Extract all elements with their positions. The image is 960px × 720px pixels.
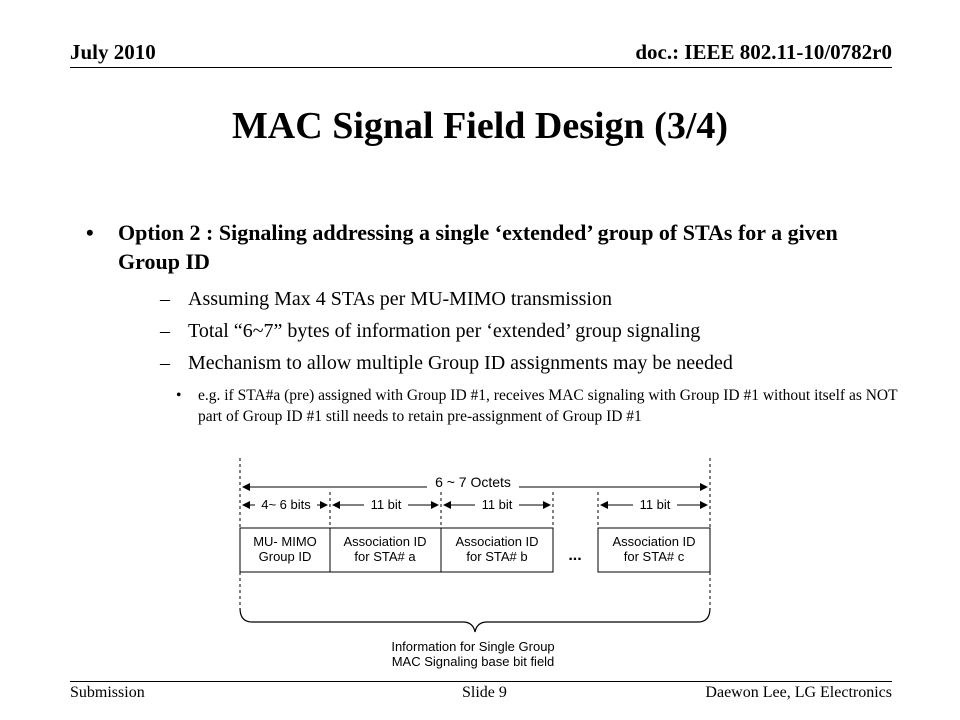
field-label: Group ID: [258, 549, 312, 564]
field-size-label: 11 bit: [639, 497, 671, 512]
example-text: e.g. if STA#a (pre) assigned with Group ID #1, receives MAC signaling with Group ID #1 without itself as NOT part of Group ID #1 still needs to retain pre-assignment of Group ID #1: [198, 387, 898, 425]
header-date: July 2010: [70, 40, 156, 64]
caption-line: MAC Signaling base bit field: [391, 654, 555, 669]
total-size-label: 6 ~ 7 Octets: [435, 474, 511, 490]
bullet-main-text: Option 2 : Signaling addressing a single ‘extended’ group of STAs for a given Group ID: [118, 220, 838, 274]
field-size-label: 4~ 6 bits: [261, 497, 311, 512]
field-label: Association ID: [343, 534, 427, 549]
sub-bullet-text: Assuming Max 4 STAs per MU-MIMO transmission: [188, 288, 612, 310]
footer-slide-number: Slide 9: [462, 684, 507, 701]
bullet-dot-icon: •: [176, 387, 182, 404]
field-label: for STA# c: [623, 549, 685, 564]
field-label: Association ID: [612, 534, 696, 549]
sub-bullet-text: Mechanism to allow multiple Group ID assignments may be needed: [188, 352, 733, 374]
bullet-dot-icon: •: [86, 220, 94, 245]
sub-bullet-text: Total “6~7” bytes of information per ‘extended’ group signaling: [188, 320, 701, 342]
brace-icon: [240, 608, 710, 632]
ellipsis: ...: [568, 547, 582, 564]
field-label: for STA# a: [354, 549, 416, 564]
header-doc-id: doc.: IEEE 802.11-10/0782r0: [635, 40, 892, 64]
field-size-label: 11 bit: [481, 497, 513, 512]
dash-icon: –: [160, 352, 170, 374]
caption-line: Information for Single Group: [391, 639, 555, 654]
slide-title: MAC Signal Field Design (3/4): [231, 105, 729, 147]
field-size-label: 11 bit: [370, 497, 402, 512]
footer-rule: [70, 681, 892, 682]
field-label: Association ID: [455, 534, 539, 549]
footer-submission: Submission: [70, 684, 145, 701]
dash-icon: –: [160, 288, 170, 310]
footer-author: Daewon Lee, LG Electronics: [705, 684, 892, 701]
field-label: for STA# b: [466, 549, 528, 564]
field-label: MU- MIMO: [253, 534, 317, 549]
dash-icon: –: [160, 320, 170, 342]
